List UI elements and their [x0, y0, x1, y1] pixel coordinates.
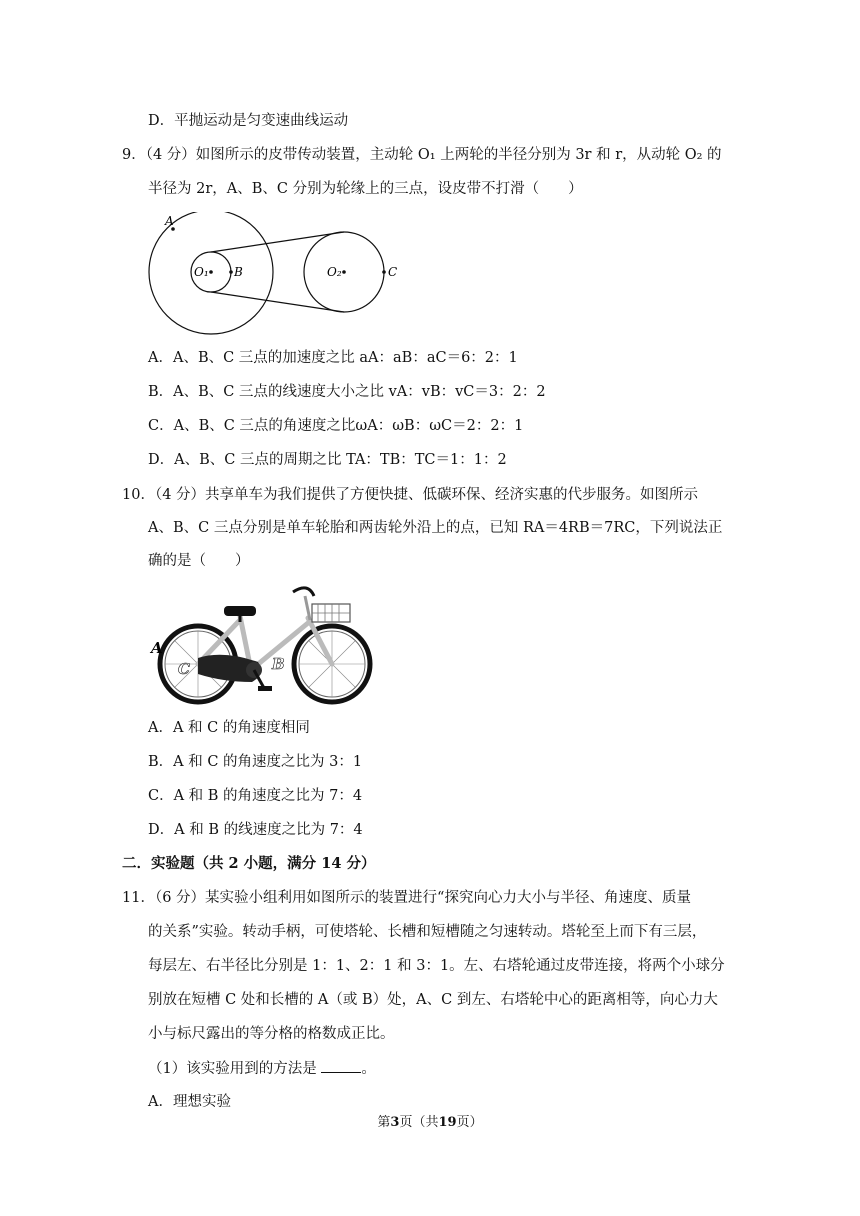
q9-option-c: C．A、B、C 三点的角速度之比ωA：ωB：ωC＝2：2：1 [148, 418, 524, 434]
prev-option-d: D．平抛运动是匀变速曲线运动 [148, 113, 349, 129]
label-c: C [178, 660, 190, 678]
q11-line5: 小与标尺露出的等分格的格数成正比。 [148, 1026, 395, 1042]
q10-option-d: D．A 和 B 的线速度之比为 7：4 [148, 822, 363, 838]
label-a: A [151, 639, 163, 657]
section-2-heading: 二．实验题（共 2 小题，满分 14 分） [122, 855, 376, 872]
q10-stem-line3: 确的是（ ） [148, 553, 250, 569]
q9-option-d: D．A、B、C 三点的周期之比 TA：TB：TC＝1：1：2 [148, 452, 507, 468]
q10-bicycle-figure [148, 578, 373, 708]
label-b: B [234, 265, 243, 279]
q11-line4: 别放在短槽 C 处和长槽的 A（或 B）处，A、C 到左、右塔轮中心的距离相等，向心力大 [148, 992, 718, 1008]
footer-middle: 页（共 [399, 1115, 439, 1130]
q10-stem-line2: A、B、C 三点分别是单车轮胎和两齿轮外沿上的点，已知 RA＝4RB＝7RC，下列说法正 [148, 520, 723, 536]
footer-prefix: 第 [377, 1115, 391, 1130]
q11-option-a: A．理想实验 [148, 1094, 231, 1110]
label-b: B [272, 655, 285, 673]
q9-stem-line1: 9．（4 分）如图所示的皮带传动装置，主动轮 O₁ 上两轮的半径分别为 3r 和 r，从动轮 O₂ 的 [122, 147, 722, 163]
q9-pulley-figure [148, 212, 408, 342]
label-o1: O₁ [194, 265, 209, 279]
q11-sub1 [148, 1058, 376, 1079]
page-footer [0, 1111, 860, 1130]
q11-sub1-text: （1）该实验用到的方法是 [148, 1061, 317, 1077]
label-a: A [165, 214, 174, 228]
footer-page-number: 3 [390, 1115, 400, 1130]
q11-line2: 的关系”实验。转动手柄，可使塔轮、长槽和短槽随之匀速转动。塔轮至上而下有三层， [148, 924, 707, 940]
q10-option-c: C．A 和 B 的角速度之比为 7：4 [148, 788, 363, 804]
q9-stem-line2: 半径为 2r，A、B、C 分别为轮缘上的三点，设皮带不打滑（ ） [148, 181, 583, 197]
label-o2: O₂ [327, 265, 342, 279]
label-c: C [388, 265, 398, 279]
footer-suffix: 页） [456, 1115, 483, 1130]
q11-line3: 每层左、右半径比分别是 1：1、2：1 和 3：1。左、右塔轮通过皮带连接，将两个小球分 [148, 958, 725, 974]
q10-option-a: A．A 和 C 的角速度相同 [148, 720, 310, 736]
q9-option-b: B．A、B、C 三点的线速度大小之比 vA：vB：vC＝3：2：2 [148, 384, 546, 400]
q11-sub1-end: 。 [361, 1061, 376, 1077]
q9-option-a: A．A、B、C 三点的加速度之比 aA：aB：aC＝6：2：1 [148, 350, 518, 366]
q11-line1: 11．（6 分）某实验小组利用如图所示的装置进行“探究向心力大小与半径、角速度、质量 [122, 890, 691, 906]
answer-blank[interactable] [321, 1058, 361, 1073]
q10-option-b: B．A 和 C 的角速度之比为 3：1 [148, 754, 363, 770]
footer-total-pages: 19 [438, 1115, 457, 1130]
q10-stem-line1: 10．（4 分）共享单车为我们提供了方便快捷、低碳环保、经济实惠的代步服务。如图所示 [122, 487, 699, 503]
